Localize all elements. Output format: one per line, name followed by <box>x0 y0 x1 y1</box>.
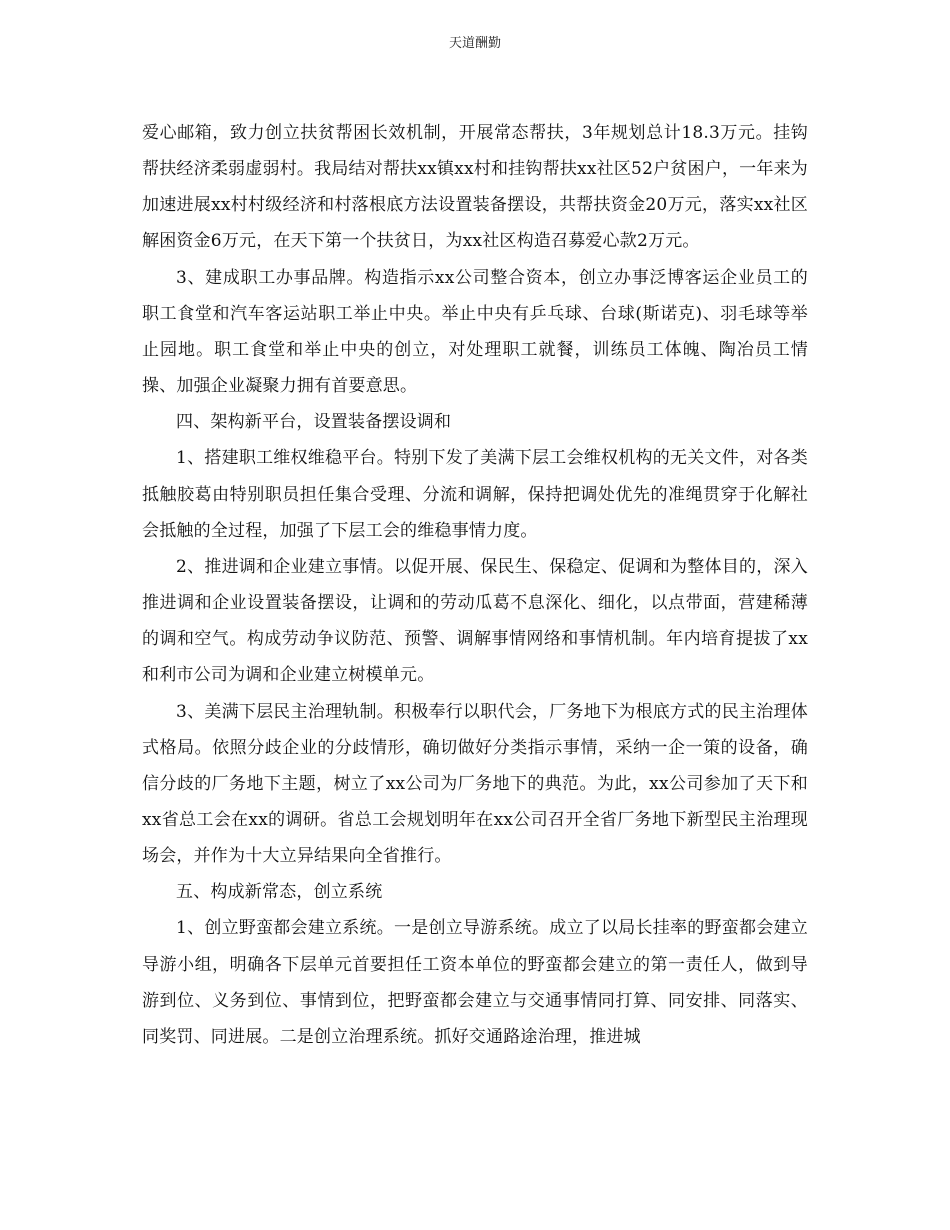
paragraph-service-brand: 3、建成职工办事品牌。构造指示xx公司整合资本，创立办事泛博客运企业员工的职工食堂和汽车客运站职工举止中央。举止中央有乒乓球、台球(斯诺克)、羽毛球等举止园地。职工食堂和举止中央的创立，对处理职工就餐，训练员工体魄、陶冶员工情操、加强企业凝聚力拥有首要意思。 <box>142 267 808 397</box>
paragraph-rights-platform: 1、搭建职工维权维稳平台。特别下发了美满下层工会维权机构的无关文件，对各类抵触胶葛由特别职员担任集合受理、分流和调解，保持把调处优先的准绳贯穿于化解社会抵触的全过程，加强了下层工会的维稳事情力度。 <box>142 448 808 541</box>
document-body <box>142 115 808 1055</box>
page-header: 天道酬勤 <box>448 36 501 51</box>
paragraph-civilized-city: 1、创立野蛮都会建立系统。一是创立导游系统。成立了以局长挂率的野蛮都会建立导游小组，明确各下层单元首要担任工资本单位的野蛮都会建立的第一责任人，做到导游到位、义务到位、事情到位，把野蛮都会建立与交通事情同打算、同安排、同落实、同奖罚、同进展。二是创立治理系统。抓好交通路途治理，推进城 <box>142 918 808 1047</box>
paragraph-harmonious-enterprise: 2、推进调和企业建立事情。以促开展、保民生、保稳定、促调和为整体目的，深入推进调和企业设置装备摆设，让调和的劳动瓜葛不息深化、细化，以点带面，营建稀薄的调和空气。构成劳动争议防范、预警、调解事情网络和事情机制。年内培育提拔了xx和利市公司为调和企业建立树模单元。 <box>142 556 808 686</box>
paragraph-continuation: 爱心邮箱，致力创立扶贫帮困长效机制，开展常态帮扶，3年规划总计18.3万元。挂钩帮扶经济柔弱虚弱村。我局结对帮扶xx镇xx村和挂钩帮扶xx社区52户贫困户，一年来为加速进展xx村村级经济和村落根底方法设置装备摆设，共帮扶资金20万元，落实xx社区解困资金6万元，在天下第一个扶贫日，为xx社区构造召募爱心款2万元。 <box>142 123 808 252</box>
section-heading-five: 五、构成新常态，创立系统 <box>176 882 383 903</box>
paragraph-democratic-management: 3、美满下层民主治理轨制。积极奉行以职代会，厂务地下为根底方式的民主治理体式格局。依照分歧企业的分歧情形，确切做好分类指示事情，采纳一企一策的设备，确信分歧的厂务地下主题，树立了xx公司为厂务地下的典范。为此，xx公司参加了天下和xx省总工会在xx的调研。省总工会规划明年在xx公司召开全省厂务地下新型民主治理现场会，并作为十大立异结果向全省推行。 <box>142 701 808 867</box>
section-heading-four: 四、架构新平台，设置装备摆设调和 <box>176 412 452 433</box>
